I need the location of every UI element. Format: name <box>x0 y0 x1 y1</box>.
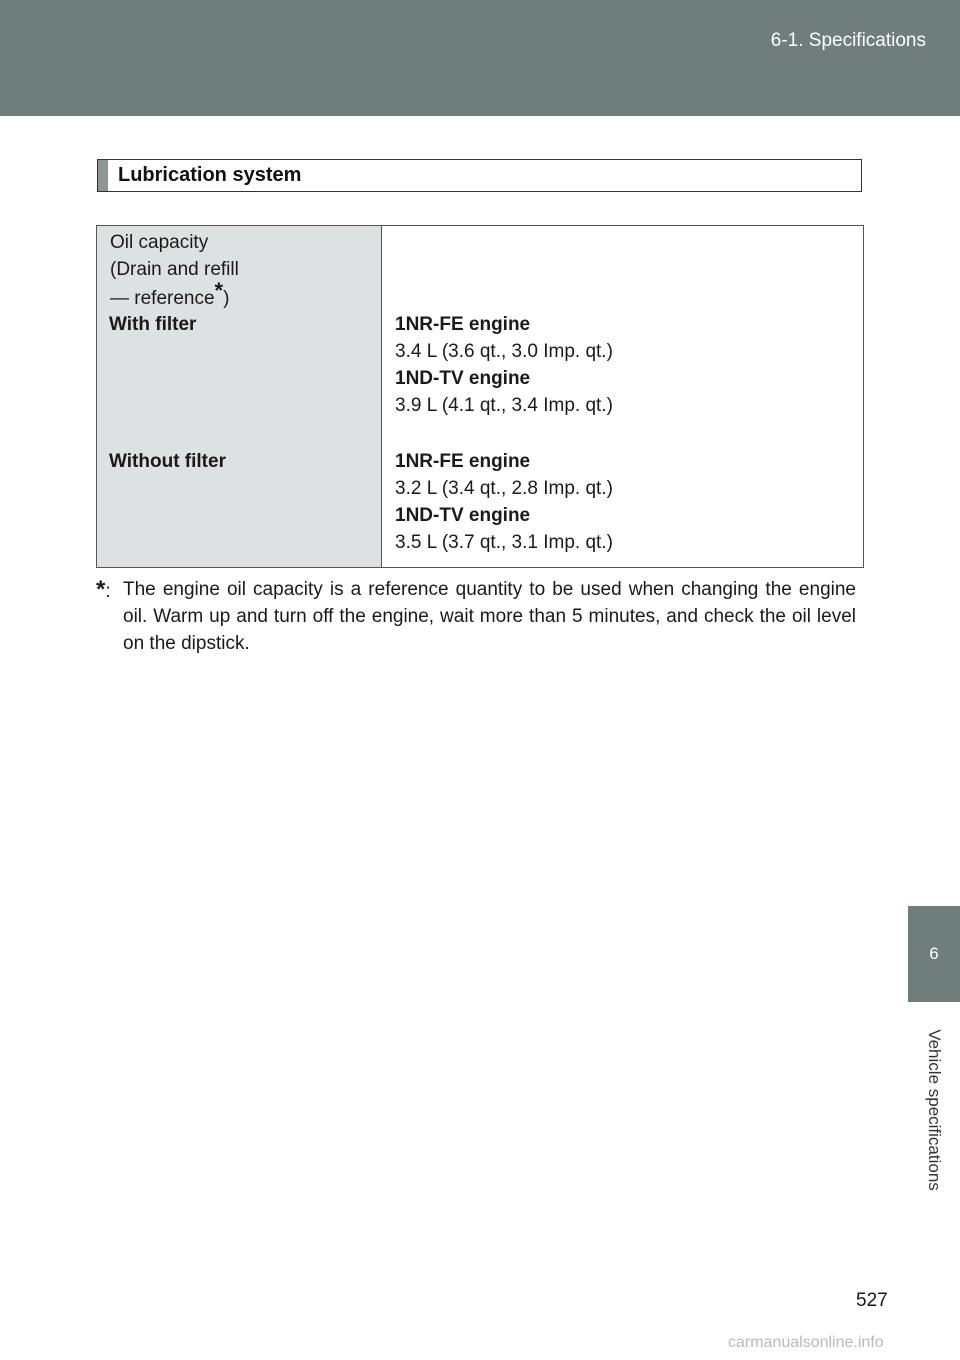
label-drain-refill: (Drain and refill <box>110 259 239 280</box>
reference-asterisk: * <box>214 278 224 303</box>
page-number: 527 <box>856 1290 888 1311</box>
label-reference-close: ) <box>223 288 230 309</box>
label-reference-text: — reference <box>110 288 215 309</box>
footnote-asterisk: * <box>96 576 106 603</box>
header-section-title: 6-1. Specifications <box>770 30 926 51</box>
table-label-column <box>97 226 382 567</box>
engine-name: 1NR-FE engine <box>395 314 531 335</box>
engine-name: 1ND-TV engine <box>395 368 531 389</box>
label-oil-capacity: Oil capacity <box>110 232 209 253</box>
footnote-text: The engine oil capacity is a reference quantity to be used when changing the engine oil. Warm up and turn off the engine, wait more than 5 minutes, and check the oil level on the dipstick. <box>123 579 856 654</box>
page-header <box>0 0 960 116</box>
section-heading <box>97 159 862 192</box>
watermark: carmanualsonline.info <box>728 1334 884 1351</box>
capacity-value: 3.4 L (3.6 qt., 3.0 Imp. qt.) <box>395 341 613 362</box>
capacity-value: 3.5 L (3.7 qt., 3.1 Imp. qt.) <box>395 532 613 553</box>
footnote-marker <box>96 576 111 605</box>
chapter-number: 6 <box>929 944 939 963</box>
oil-capacity-table <box>96 225 864 568</box>
label-reference <box>110 278 230 312</box>
footnote <box>96 576 856 657</box>
engine-name: 1NR-FE engine <box>395 451 531 472</box>
row-condition-with-filter: With filter <box>109 314 197 335</box>
section-heading-text: Lubrication system <box>118 164 302 186</box>
footnote-colon: : <box>105 581 111 602</box>
section-heading-accent <box>98 160 108 191</box>
row-condition-without-filter: Without filter <box>109 451 226 472</box>
table-value-column <box>382 226 863 567</box>
capacity-value: 3.9 L (4.1 qt., 3.4 Imp. qt.) <box>395 395 613 416</box>
capacity-value: 3.2 L (3.4 qt., 2.8 Imp. qt.) <box>395 478 613 499</box>
chapter-tab <box>908 906 960 1002</box>
engine-name: 1ND-TV engine <box>395 505 531 526</box>
chapter-label: Vehicle specifications <box>925 1029 944 1191</box>
